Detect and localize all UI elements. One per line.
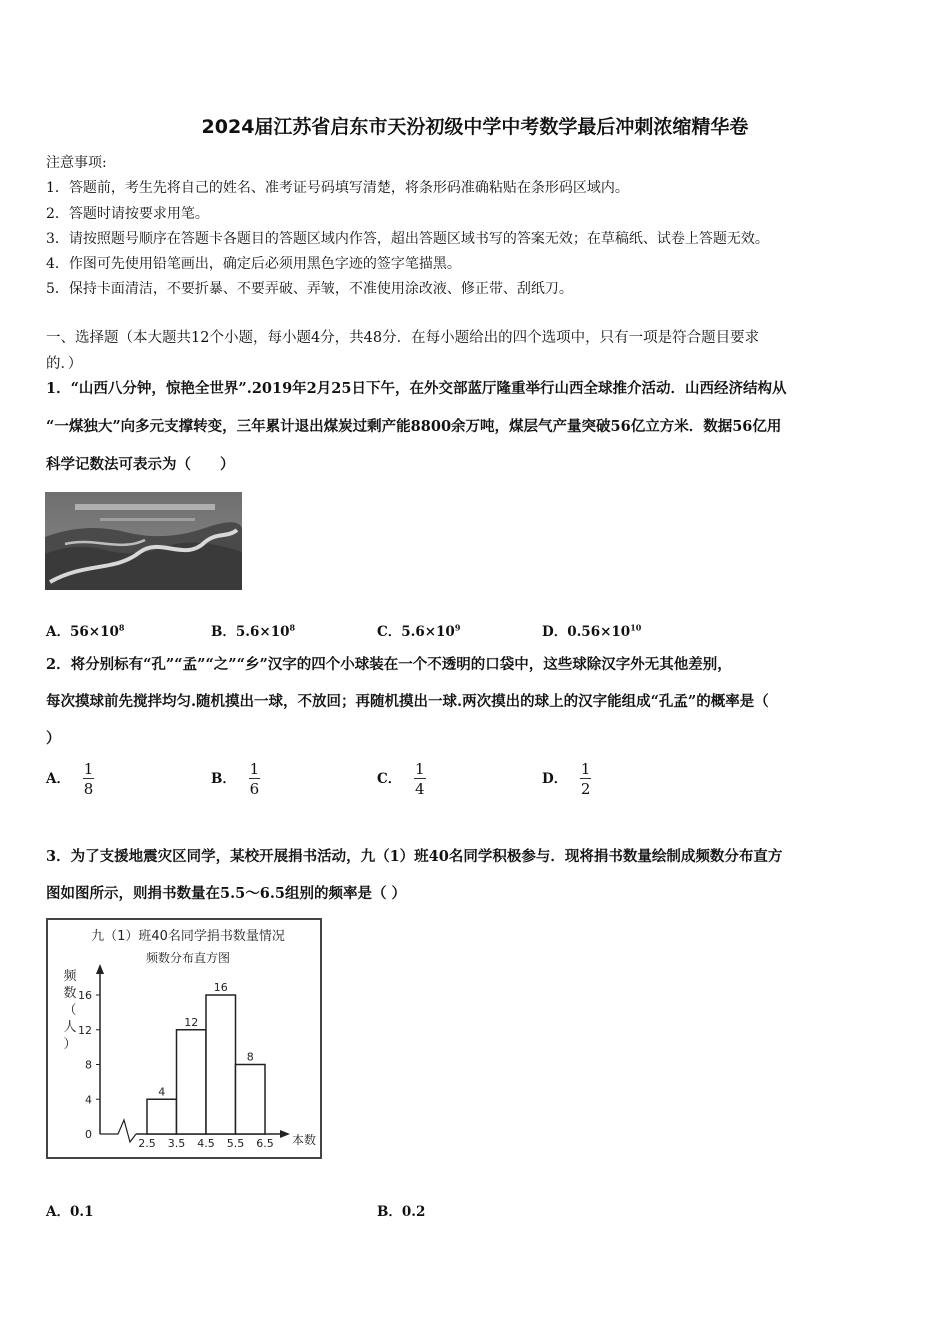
y-axis-label: （ [63,1003,77,1018]
x-axis-arrow [280,1130,290,1138]
axis-break-mark [100,1120,136,1142]
y-axis-label: 人 [63,1020,77,1035]
q3-line1: 3．为了支援地震灾区同学，某校开展捐书活动，九（1）班40名同学积极参与．现将捐书数量绘制成频数分布直方 [46,848,783,865]
chart-subtitle: 频数分布直方图 [145,951,231,965]
bar-value-label: 4 [158,1085,166,1099]
histogram-bar [236,1065,266,1135]
chart-title: 九（1）班40名同学捐书数量情况 [91,929,285,944]
fraction: $\frac{1}{8}$ [83,760,94,798]
notice-heading: 注意事项: [46,155,107,171]
q1-line1: 1．“山西八分钟，惊艳全世界”.2019年2月25日下午，在外交部蓝厅隆重举行山西全球推介活动．山西经济结构从 [46,380,787,397]
y-axis-label: 频 [63,969,77,984]
bar-value-label: 16 [213,981,228,994]
q1-option-c[interactable]: C．$5.6\times 10^9$ [377,622,461,640]
bar-value-label: 12 [184,1015,199,1029]
q3-option-b[interactable]: B．0.2 [377,1204,426,1220]
q1-line2: “一煤独大”向多元支撑转变，三年累计退出煤炭过剩产能8800余万吨，煤层气产量突破56亿立方米．数据56亿用 [46,418,782,435]
section-heading-line2: 的．） [46,356,83,372]
notice-item-1: 1．答题前，考生先将自己的姓名、准考证号码填写清楚，将条形码准确粘贴在条形码区域内。 [46,180,629,196]
x-tick-label: 4.5 [197,1137,215,1150]
fraction: $\frac{1}{6}$ [249,760,260,798]
q1-option-b[interactable]: B．$5.6\times 10^8$ [211,622,296,640]
q2-option-b[interactable]: B． $\frac{1}{6}$ [211,760,260,798]
q1-option-a[interactable]: A．$56\times 10^8$ [46,622,125,640]
x-tick-label: 2.5 [138,1137,156,1150]
q1-line3: 科学记数法可表示为（ ） [46,456,235,473]
histogram-chart [48,920,320,1157]
x-tick-label: 6.5 [256,1137,274,1150]
histogram-bar [147,1099,177,1134]
q2-option-c[interactable]: C． $\frac{1}{4}$ [377,760,425,798]
q1-option-d[interactable]: D．$0.56\times 10^{10}$ [542,622,642,640]
x-axis-label: 本数 [292,1133,317,1147]
fraction: $\frac{1}{4}$ [414,760,425,798]
q2-line2: 每次摸球前先搅拌均匀.随机摸出一球，不放回；再随机摸出一球.两次摸出的球上的汉字能组成“孔孟”的概率是（ [46,693,769,710]
x-tick-label: 3.5 [167,1137,186,1150]
y-axis-label: ） [63,1037,77,1052]
q2-option-d[interactable]: D． $\frac{1}{2}$ [542,760,591,798]
histogram-bar [206,995,236,1134]
q3-line2: 图如图所示，则捐书数量在5.5～6.5组别的频率是（ ） [46,885,406,902]
y-tick-label: 4 [85,1093,92,1107]
q2-option-a[interactable]: A． $\frac{1}{8}$ [46,760,94,798]
notice-item-5: 5．保持卡面清洁，不要折暴、不要弄破、弄皱，不准使用涂改液、修正带、刮纸刀。 [46,281,573,297]
y-tick-label: 0 [85,1128,92,1141]
y-tick-label: 16 [78,989,92,1002]
q3-option-a[interactable]: A．0.1 [46,1204,94,1220]
page-title: 2024届江苏省启东市天汾初级中学中考数学最后冲刺浓缩精华卷 [201,116,749,138]
histogram-frame [46,918,322,1159]
q2-line1: 2．将分别标有“孔”“孟”“之”“乡”汉字的四个小球装在一个不透明的口袋中，这些球除汉字外无其他差别， [46,656,732,673]
y-tick-label: 12 [78,1023,92,1037]
q2-line3: ） [46,730,61,747]
q1-landscape-photo [45,492,242,590]
notice-item-3: 3．请按照题号顺序在答题卡各题目的答题区域内作答，超出答题区域书写的答案无效；在草稿纸、试卷上答题无效。 [46,231,769,247]
histogram-bar [177,1030,207,1134]
y-axis-label: 数 [63,986,77,1001]
bar-value-label: 8 [246,1050,254,1064]
y-axis-arrow [96,964,104,974]
notice-item-2: 2．答题时请按要求用笔。 [46,206,209,222]
y-tick-label: 8 [85,1058,92,1072]
x-tick-label: 5.5 [226,1137,245,1150]
notice-item-4: 4．作图可先使用铅笔画出，确定后必须用黑色字迹的签字笔描黑。 [46,256,461,272]
section-heading-line1: 一、选择题（本大题共12个小题，每小题4分，共48分．在每小题给出的四个选项中，只有一项是符合题目要求 [46,330,760,346]
fraction: $\frac{1}{2}$ [580,760,591,798]
